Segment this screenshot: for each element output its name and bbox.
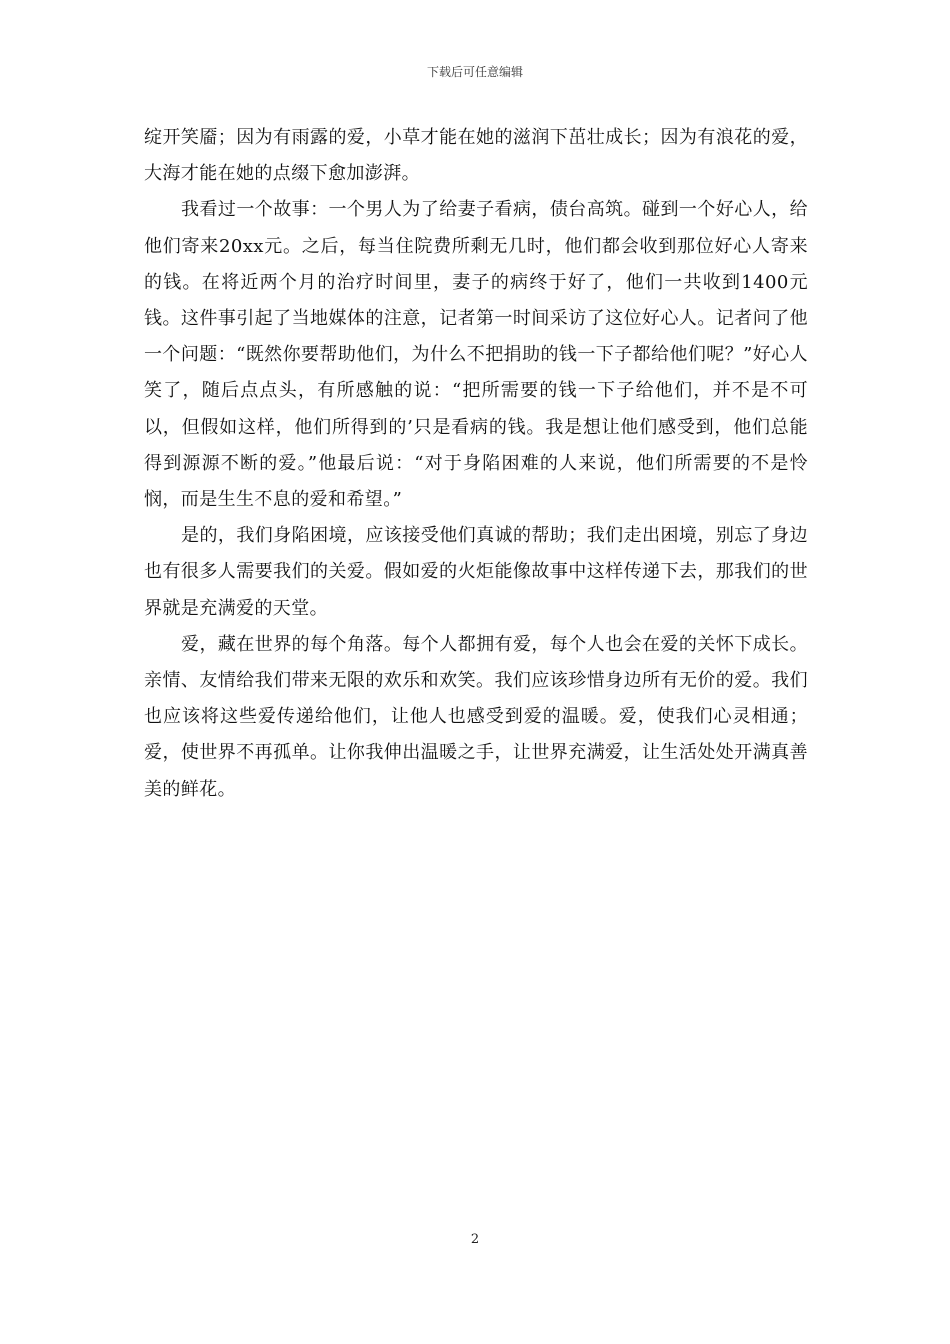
page-header: 下载后可任意编辑 <box>426 65 523 79</box>
paragraph-conclusion: 爱，藏在世界的每个角落。每个人都拥有爱，每个人也会在爱的关怀下成长。亲情、友情给我们带来无限的欢乐和欢笑。我们应该珍惜身边所有无价的爱。我们也应该将这些爱传递给他们，让他人也感受到爱的温暖。爱，使我们心灵相通；爱，使世界不再孤单。让你我伸出温暖之手，让世界充满爱，让生活处处开满真善美的鲜花。 <box>144 633 808 800</box>
article-body <box>144 120 808 808</box>
page-number: 2 <box>470 1232 480 1247</box>
paragraph-continued: 绽开笑靥；因为有雨露的爱，小草才能在她的滋润下茁壮成长；因为有浪花的爱，大海才能在她的点缀下愈加澎湃。 <box>144 127 808 185</box>
paragraph-story: 我看过一个故事：一个男人为了给妻子看病，债台高筑。碰到一个好心人，给他们寄来20xx元。之后，每当住院费所剩无几时，他们都会收到那位好心人寄来的钱。在将近两个月的治疗时间里，妻子的病终于好了，他们一共收到1400元钱。这件事引起了当地媒体的注意，记者第一时间采访了这位好心人。记者问了他一个问题：“既然你要帮助他们，为什么不把捐助的钱一下子都给他们呢？”好心人笑了，随后点点头，有所感触的说：“把所需要的钱一下子给他们，并不是不可以，但假如这样，他们所得到的’只是看病的钱。我是想让他们感受到，他们总能得到源源不断的爱。”他最后说：“对于身陷困难的人来说，他们所需要的不是怜悯，而是生生不息的爱和希望。” <box>144 199 808 511</box>
paragraph-reflection: 是的，我们身陷困境，应该接受他们真诚的帮助；我们走出困境，别忘了身边也有很多人需要我们的关爱。假如爱的火炬能像故事中这样传递下去，那我们的世界就是充满爱的天堂。 <box>144 525 808 619</box>
